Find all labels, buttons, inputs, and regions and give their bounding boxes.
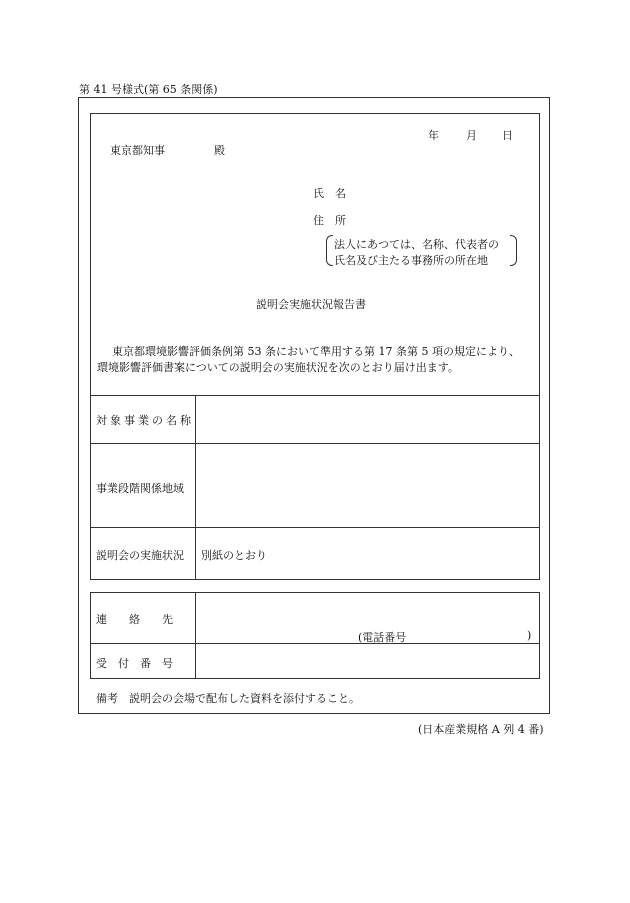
row-status-value: 別紙のとおり: [201, 549, 267, 562]
table2-divider: [90, 643, 540, 644]
date-year: 年: [428, 129, 439, 142]
receipt-number-label: 受 付 番 号: [96, 657, 173, 670]
form-number: 第 41 号様式(第 65 条関係): [79, 83, 218, 96]
paper-size-note: (日本産業規格 A 列 4 番): [418, 723, 544, 736]
row-related-area-label: 事業段階関係地域: [96, 482, 184, 495]
right-bracket: [510, 235, 517, 266]
phone-number-close: ): [527, 629, 532, 642]
applicant-note-line2: 氏名及び主たる事務所の所在地: [334, 254, 488, 267]
applicant-note-line1: 法人にあつては、名称、代表者の: [334, 238, 499, 251]
table1-top-border: [90, 395, 540, 396]
contact-label: 連 絡 先: [96, 613, 173, 626]
body-line2: 環境影響評価書案についての説明会の実施状況を次のとおり届け出ます。: [97, 361, 459, 374]
phone-number-label: (電話番号: [358, 631, 407, 644]
table1-divider-2: [90, 527, 540, 528]
applicant-name-label: 氏 名: [313, 187, 346, 200]
applicant-address-label: 住 所: [313, 214, 346, 227]
remarks: 備考 説明会の会場で配布した資料を添付すること。: [96, 692, 360, 705]
date-month: 月: [466, 129, 477, 142]
document-title: 説明会実施状況報告書: [256, 298, 366, 311]
addressee-honorific: 殿: [214, 144, 225, 157]
left-bracket: [326, 235, 333, 266]
date-day: 日: [502, 129, 513, 142]
body-line1: 東京都環境影響評価条例第 53 条において準用する第 17 条第 5 項の規定により、: [112, 345, 520, 358]
table2-column-divider: [195, 592, 196, 679]
row-project-name-label: 対象事業の名称: [96, 414, 194, 427]
table1-divider-1: [90, 443, 540, 444]
row-status-label: 説明会の実施状況: [96, 549, 184, 562]
addressee: 東京都知事: [110, 144, 165, 157]
table1-column-divider: [195, 395, 196, 580]
